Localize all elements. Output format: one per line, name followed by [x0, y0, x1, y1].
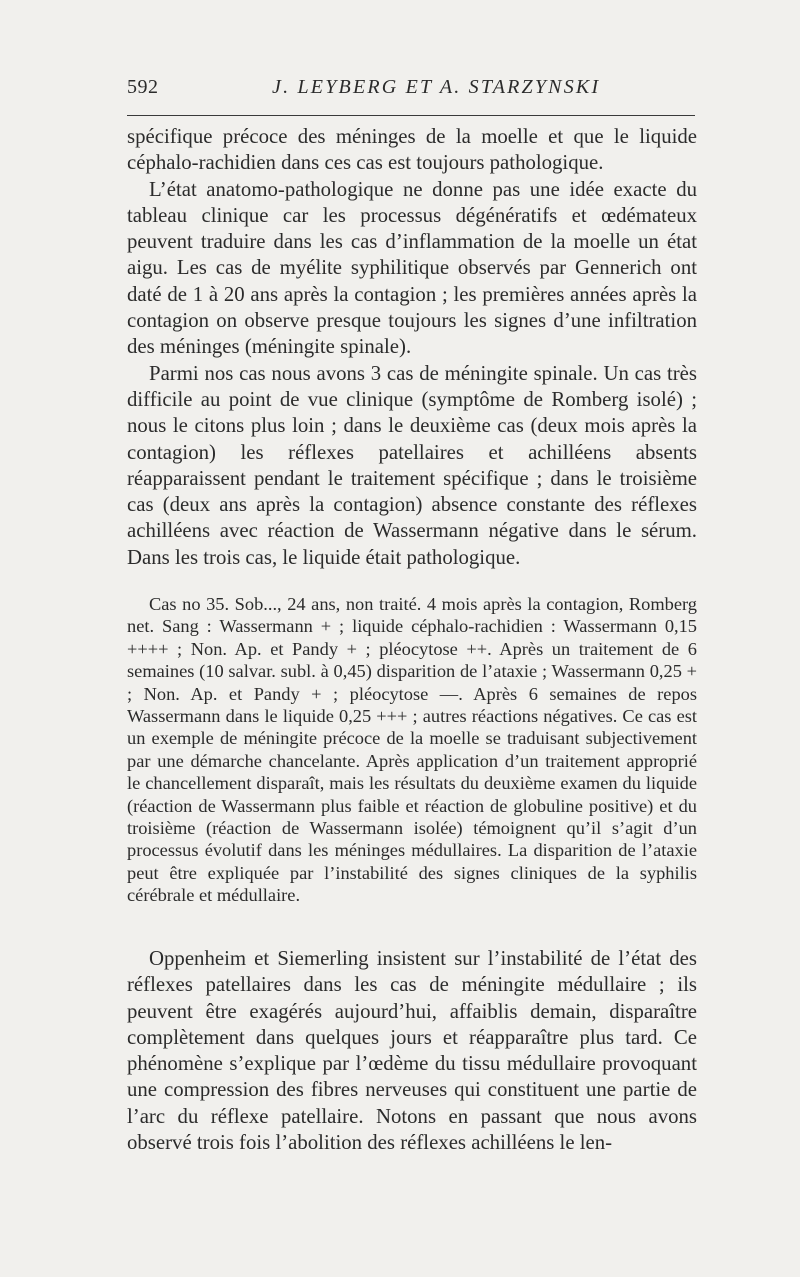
- paragraph-continued: spécifique précoce des méninges de la moelle et que le liquide céphalo-rachidien dans ces cas est toujours pathologique.: [127, 125, 697, 175]
- case-report: Cas no 35. Sob..., 24 ans, non traité. 4 mois après la contagion, Romberg net. Sang : Wassermann + ; liquide céphalo-rachidien : Wassermann 0,15 ++++ ; Non. Ap. et Pandy + ; pléocytose ++. Après un traitement de 6 semaines (10 salvar. subl. à 0,45) disparition de l’ataxie ; Wassermann 0,25 + ; Non. Ap. et Pandy + ; pléocytose —. Après 6 semaines de repos Wassermann dans le liquide 0,25 +++ ; autres réactions négatives. Ce cas est un exemple de méningite précoce de la moelle se traduisant subjectivement par une démarche chancelante. Après application d’un traitement approprié le chancellement disparaît, mais les résultats du deuxième examen du liquide (réaction de Wassermann plus faible et réaction de globuline positive) et du troisième (réaction de Wassermann isolée) témoignent qu’il s’agit d’un processus évolutif dans les méninges médullaires. La disparition de l’ataxie peut être expliquée par l’instabilité des signes cliniques de la syphilis cérébrale et médullaire.: [127, 594, 697, 906]
- main-text-block: [127, 124, 697, 571]
- page-number: 592: [127, 76, 159, 98]
- paragraph-anatomo-pathology: L’état anatomo-pathologique ne donne pas une idée exacte du tableau clinique car les processus dégénératifs et œdémateux peuvent traduire dans les cas d’inflammation de la moelle un état aigu. Les cas de myélite syphilitique observés par Gennerich ont daté de 1 à 20 ans après la contagion ; les premières années après la contagion on observe presque toujours les signes d’une infiltration des méninges (méningite spinale).: [127, 177, 697, 359]
- running-head: J. LEYBERG ET A. STARZYNSKI: [272, 76, 601, 98]
- header-rule: [127, 115, 695, 116]
- paragraph-spinal-meningitis: Parmi nos cas nous avons 3 cas de méningite spinale. Un cas très difficile au point de vue clinique (symptôme de Romberg isolé) ; nous le citons plus loin ; dans le deuxième cas (deux mois après la contagion) les réflexes patellaires et achilléens absents réapparaissent pendant le traitement spécifique ; dans le troisième cas (deux ans après la contagion) absence constante des réflexes achilléens avec réaction de Wassermann négative dans le sérum. Dans les trois cas, le liquide était pathologique.: [127, 361, 697, 569]
- paragraph-oppenheim: Oppenheim et Siemerling insistent sur l’instabilité de l’état des réflexes patellaires dans les cas de méningite médullaire ; ils peuvent être exagérés aujourd’hui, affaiblis demain, disparaître complètement dans quelques jours et réapparaître plus tard. Ce phénomène s’explique par l’œdème du tissu médullaire provoquant une compression des fibres nerveuses qui constituent une partie de l’arc du réflexe patellaire. Notons en passant que nous avons observé trois fois l’abolition des réflexes achilléens le len-: [127, 947, 697, 1155]
- final-text-block: [127, 946, 697, 1156]
- page-header: [127, 76, 697, 106]
